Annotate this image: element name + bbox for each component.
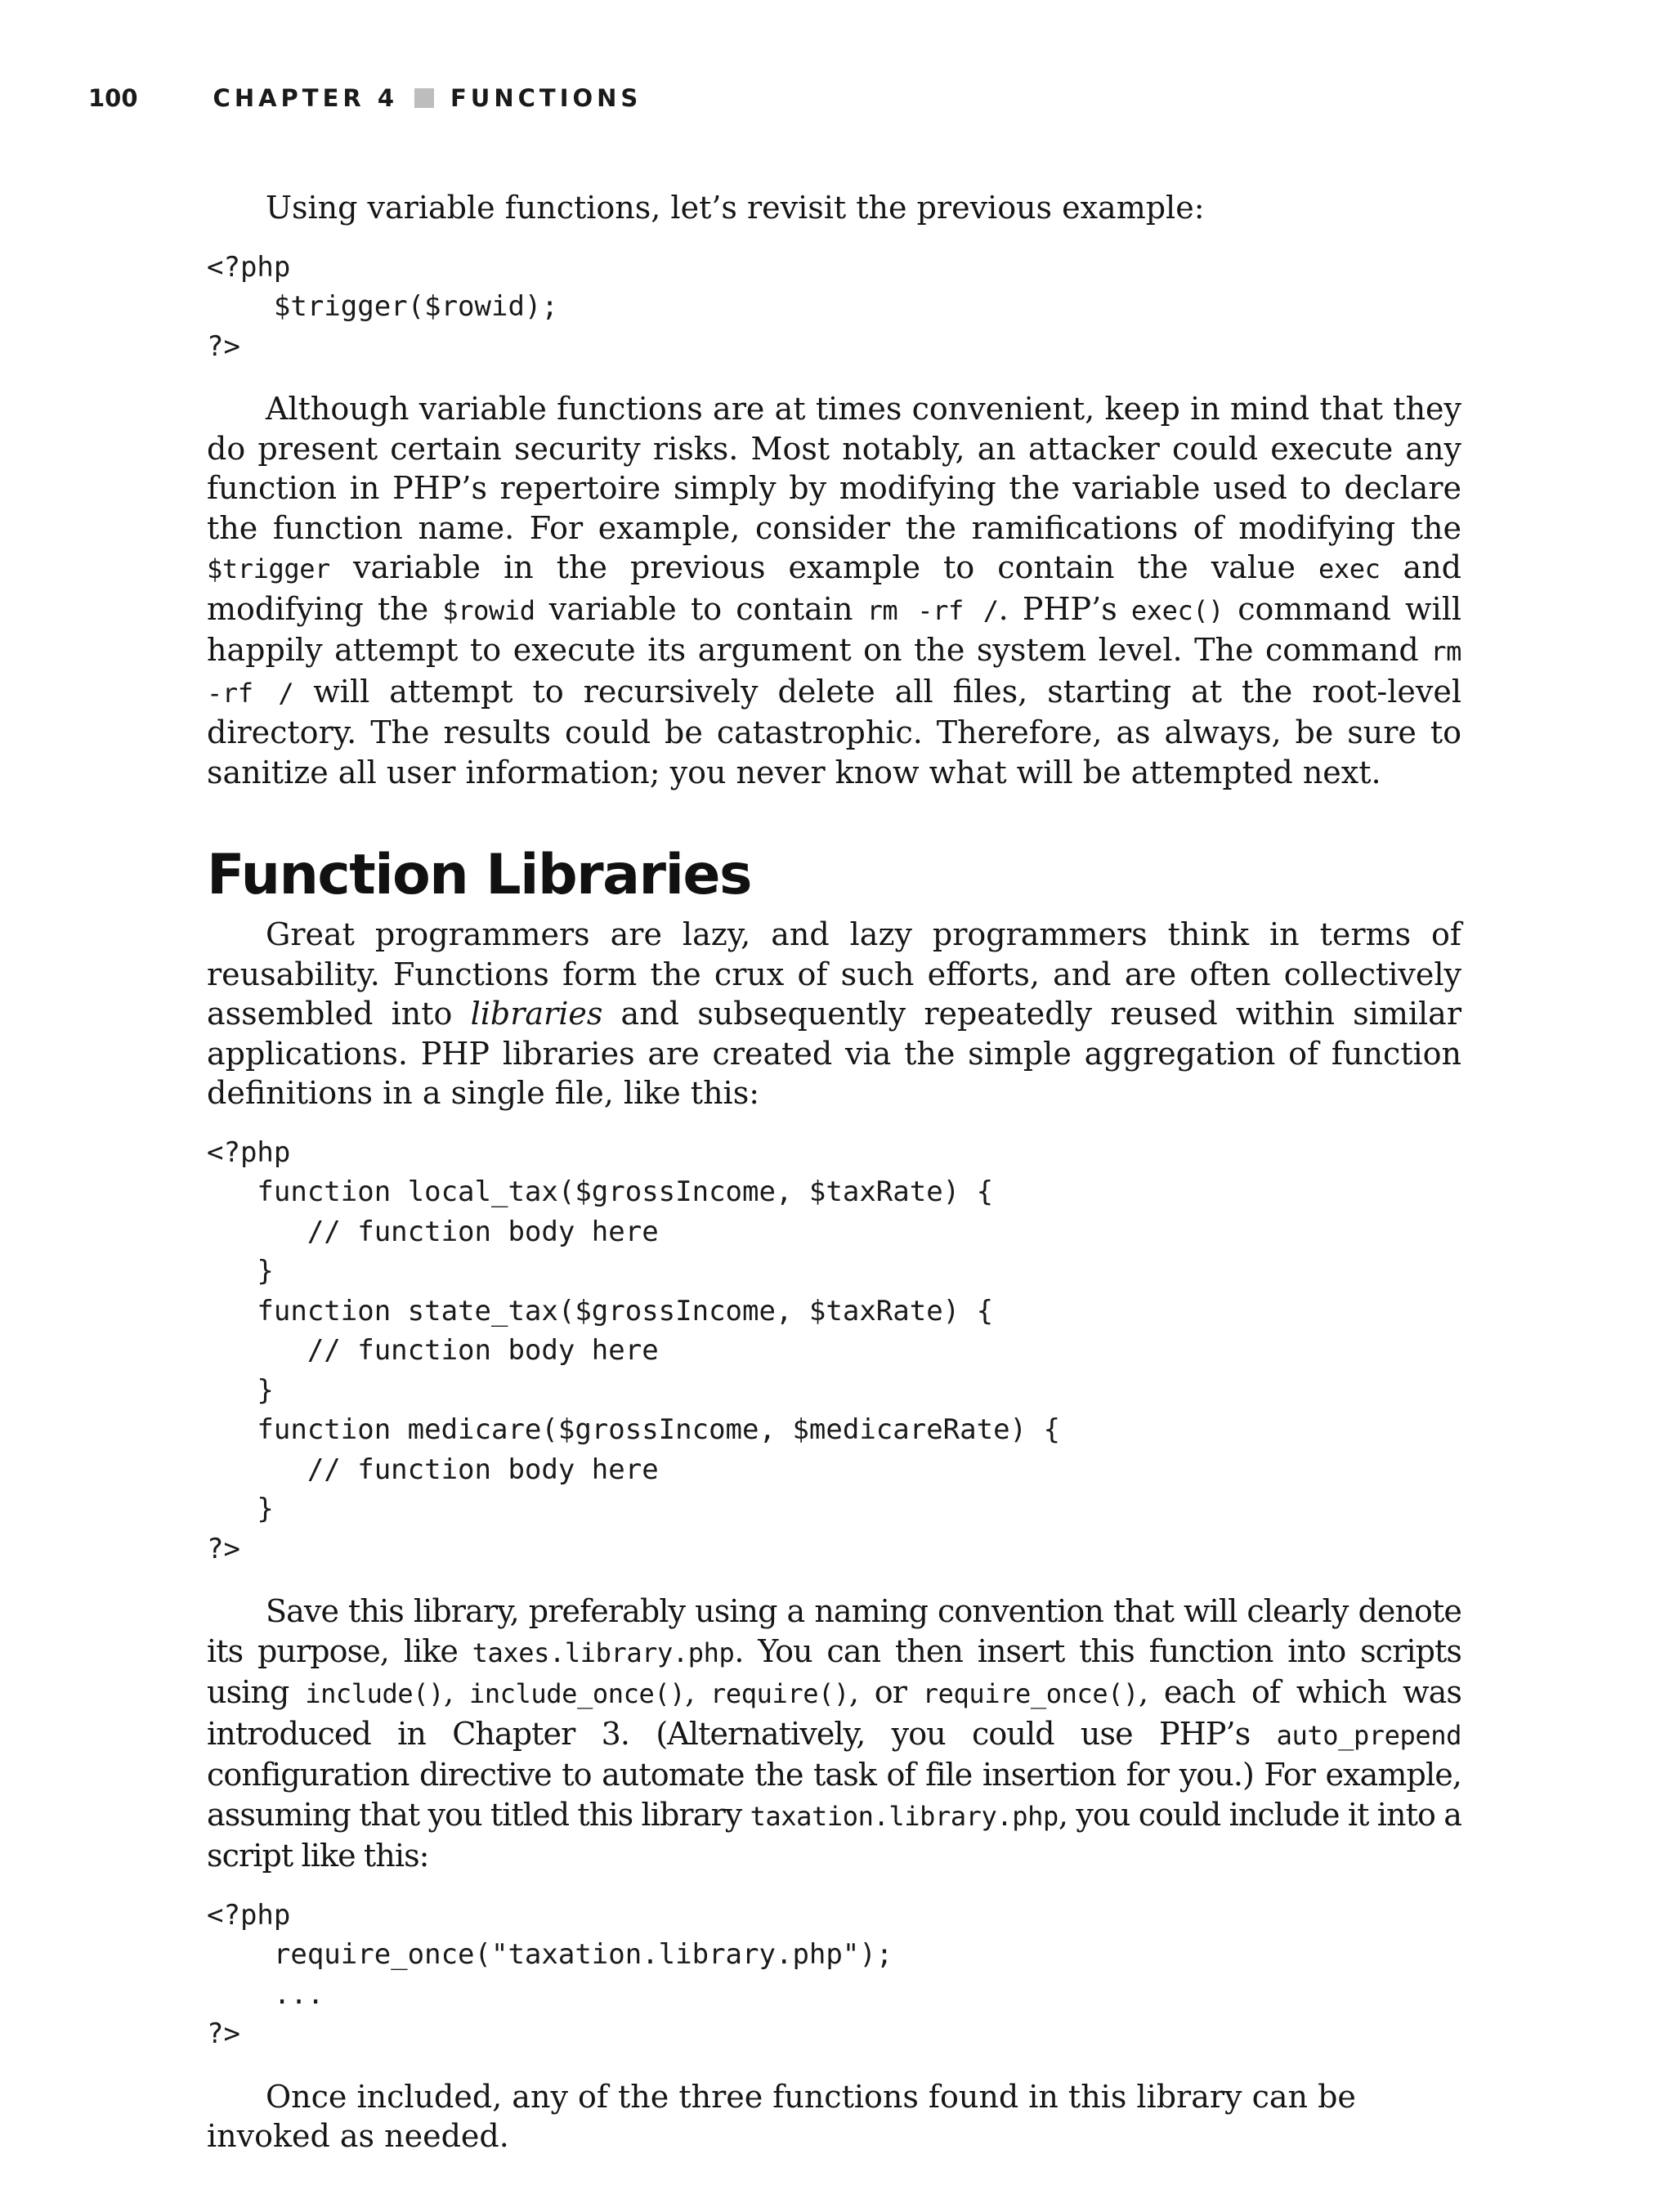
- inline-code: auto_prepend: [1276, 1719, 1461, 1751]
- inline-code: include_once(): [468, 1678, 686, 1709]
- libraries-paragraph: Great programmers are lazy, and lazy programmers think in terms of reusability. Functions form the crux of such efforts, and are often collectively assembled into libraries and subsequently repeatedly reused within similar applications. PHP libraries are created via the simple aggregation of function definitions in a single file, like this:: [207, 916, 1461, 1111]
- code-block-require: <?php require_once("taxation.library.php"); ... ?>: [207, 1898, 893, 2050]
- inline-code: exec: [1318, 553, 1381, 584]
- inline-code: require(): [710, 1678, 849, 1709]
- inline-code: $rowid: [442, 594, 535, 626]
- intro-paragraph: Using variable functions, let’s revisit the previous example:: [266, 190, 1205, 226]
- inline-code: $trigger: [207, 553, 330, 584]
- inline-code: taxes.library.php: [472, 1637, 735, 1668]
- code-block-library: <?php function local_tax($grossIncome, $taxRate) { // function body here } function state_tax($grossIncome, $taxRate) { // function body here } function medicare($grossIncome, $medicareRate) { // function body here } ?>: [207, 1135, 1060, 1565]
- section-heading: Function Libraries: [207, 843, 751, 907]
- emphasis-libraries: libraries: [470, 996, 603, 1032]
- inline-code: rm -rf /: [207, 636, 1461, 709]
- code-block-variable-function: <?php $trigger($rowid); ?>: [207, 250, 558, 363]
- page-number: 100: [88, 84, 138, 112]
- running-header: [88, 82, 642, 114]
- inline-code: rm -rf /: [866, 594, 999, 626]
- security-paragraph: Although variable functions are at times convenient, keep in mind that they do present certain security risks. Most notably, an attacker could execute any function in PHP’s repertoire simply by modifying the variable used to declare the function name. For example, consider the ramifications of modifying the $trigger variable in the previous example to contain the value exec and modifying the $rowid variable to contain rm -rf /. PHP’s exec() command will happily attempt to execute its argument on the system level. The command rm -rf / will attempt to recursively delete all files, starting at the root-level directory. The results could be catastrophic. Therefore, as always, be sure to sanitize all user information; you never know what will be attempted next.: [207, 391, 1461, 790]
- save-library-paragraph: Save this library, preferably using a naming convention that will clearly denote its purpose, like taxes.library.php. You can then insert this function into scripts using include(), include_once(), require(), or require_once(), each of which was introduced in Chapter 3. (Alternatively, you could use PHP’s auto_prepend configuration directive to automate the task of file insertion for you.) For example, assuming that you titled this library taxation.library.php, you could include it into a script like this:: [207, 1593, 1462, 1874]
- closing-paragraph: Once included, any of the three functions found in this library can be invoked as needed.: [207, 2078, 1356, 2154]
- chapter-title: FUNCTIONS: [450, 84, 642, 112]
- page-content: [207, 188, 1461, 2156]
- inline-code: require_once(): [922, 1678, 1139, 1709]
- inline-code: taxation.library.php: [750, 1800, 1059, 1832]
- inline-code: include(): [305, 1678, 444, 1709]
- inline-code: exec(): [1130, 594, 1224, 626]
- chapter-label: CHAPTER 4: [213, 84, 398, 112]
- header-separator-square: [414, 88, 434, 108]
